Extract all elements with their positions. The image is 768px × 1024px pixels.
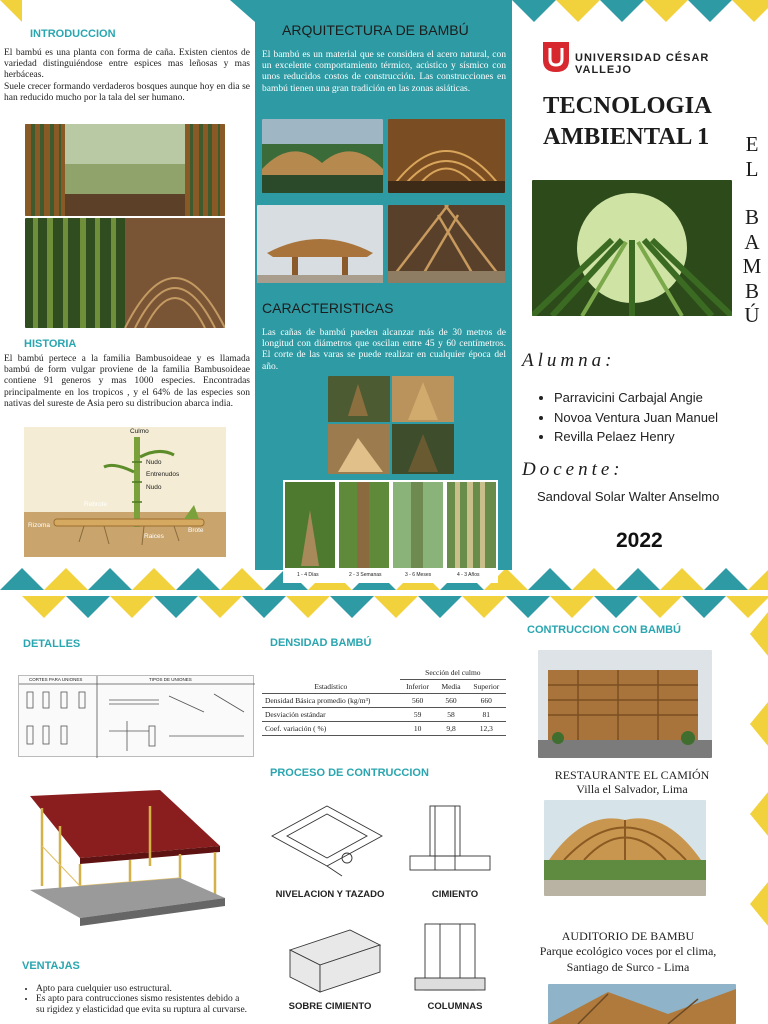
university-name: UNIVERSIDAD CÉSAR VALLEJO bbox=[575, 52, 710, 76]
table-cell: Desviación estándar bbox=[262, 708, 400, 722]
table-cell: 58 bbox=[435, 708, 466, 722]
step-label: CIMIENTO bbox=[431, 889, 479, 900]
panel-introduccion-historia bbox=[0, 22, 255, 568]
teacher-name: Sandoval Solar Walter Anselmo bbox=[537, 489, 720, 504]
table-cell: Densidad Básica promedio (kg/m³) bbox=[262, 694, 400, 708]
student-name: • Parravicini Carbajal Angie bbox=[554, 388, 768, 408]
growth-caption-4: 4 - 3 Años bbox=[457, 572, 480, 578]
step-label: COLUMNAS bbox=[427, 1001, 483, 1012]
bamboo-shoot-collage bbox=[328, 376, 454, 474]
vertical-letter bbox=[740, 181, 764, 205]
bamboo-interior-photo bbox=[25, 124, 225, 216]
ventaja-item: • Es apto para contrucciones sismo resistentes debido a su rigidez y elasticidad que evita su ruptura al curvarse. bbox=[36, 994, 250, 1015]
detalles-title: DETALLES bbox=[23, 638, 81, 650]
decorative-triangle-border-top bbox=[512, 0, 768, 22]
ventajas-title: VENTAJAS bbox=[22, 960, 80, 972]
construccion-title: CONTRUCCION CON BAMBÚ bbox=[527, 624, 681, 636]
decorative-triangle-border-right bbox=[750, 612, 768, 1024]
table-header: Estadístico bbox=[262, 680, 400, 694]
decorative-triangle-border-top-left bbox=[0, 0, 255, 22]
diagram-label-nudo: Nudo bbox=[146, 459, 162, 466]
columnas-drawing bbox=[405, 920, 495, 994]
panel-detalles bbox=[0, 620, 255, 1024]
table-cell: 12,3 bbox=[467, 722, 506, 736]
bamboo-anatomy-diagram bbox=[24, 427, 226, 557]
growth-caption-1: 1 - 4 Días bbox=[297, 572, 319, 578]
table-row bbox=[262, 694, 506, 708]
table-cell: 560 bbox=[400, 694, 436, 708]
caracteristicas-title: CARACTERISTICAS bbox=[262, 300, 394, 316]
bamboo-structure-3d-render bbox=[20, 786, 235, 931]
diagram-label-brote: Brote bbox=[188, 527, 204, 534]
sobrecimiento-drawing bbox=[280, 920, 390, 994]
course-title: TECNOLOGIA AMBIENTAL 1 bbox=[543, 92, 711, 150]
vertical-letter: M bbox=[742, 254, 762, 278]
step-label: NIVELACION Y TAZADO bbox=[275, 889, 385, 900]
joints-label-tipos: TIPOS DE UNIONES bbox=[149, 677, 192, 682]
arquitectura-title: ARQUITECTURA DE BAMBÚ bbox=[282, 22, 469, 38]
ventajas-list bbox=[22, 984, 250, 1015]
table-cell: 10 bbox=[400, 722, 436, 736]
vertical-letter: B bbox=[744, 205, 759, 229]
historia-title: HISTORIA bbox=[24, 338, 77, 350]
proceso-title: PROCESO DE CONTRUCCION bbox=[270, 767, 429, 779]
year: 2022 bbox=[616, 529, 663, 552]
densidad-table bbox=[262, 666, 506, 736]
vertical-title bbox=[740, 132, 764, 328]
vertical-letter: A bbox=[744, 229, 760, 254]
bamboo-architecture-photo-2 bbox=[388, 119, 505, 193]
bamboo-house-photo bbox=[548, 984, 736, 1024]
bamboo-architecture-photo-3 bbox=[257, 205, 383, 283]
step-label: SOBRE CIMIENTO bbox=[288, 1001, 372, 1012]
diagram-label-nudo-2: Nudo bbox=[146, 484, 162, 491]
diagram-label-culmo: Culmo bbox=[130, 428, 149, 435]
table-cell: 81 bbox=[467, 708, 506, 722]
bamboo-forest-cover-photo bbox=[532, 180, 732, 316]
panel-construccion bbox=[512, 620, 768, 1024]
vertical-letter: L bbox=[745, 156, 759, 181]
vertical-letter: Ú bbox=[744, 303, 760, 327]
growth-caption-3: 3 - 6 Meses bbox=[405, 572, 432, 578]
panel-arquitectura bbox=[255, 0, 512, 578]
table-cell: 660 bbox=[467, 694, 506, 708]
student-name: • Revilla Pelaez Henry bbox=[554, 427, 768, 447]
table-header: Inferior bbox=[400, 680, 436, 694]
joints-label-cortes: CORTES PARA UNIONES bbox=[29, 677, 83, 682]
table-row bbox=[262, 708, 506, 722]
growth-caption-2: 2 - 3 Semanas bbox=[349, 572, 382, 578]
docente-label: Docente: bbox=[522, 459, 624, 480]
caption-auditorio-location: Parque ecológico voces por el clima, Santiago de Surco - Lima bbox=[539, 944, 717, 975]
bamboo-growth-strip bbox=[283, 480, 498, 583]
joints-diagram bbox=[18, 675, 254, 757]
auditorio-photo bbox=[544, 800, 706, 896]
alumna-label: Alumna: bbox=[522, 350, 616, 371]
table-header: Media bbox=[435, 680, 466, 694]
nivelacion-drawing bbox=[267, 796, 387, 878]
restaurante-photo bbox=[538, 650, 712, 758]
bamboo-architecture-photo-1 bbox=[262, 119, 383, 193]
table-cell: 9,8 bbox=[435, 722, 466, 736]
caption-restaurante-title: RESTAURANTE EL CAMIÓN bbox=[554, 768, 710, 782]
student-name: • Novoa Ventura Juan Manuel bbox=[554, 408, 768, 428]
diagram-label-entrenudos: Entrenudos bbox=[146, 471, 180, 478]
arquitectura-text: El bambú es un material que se considera el acero natural, con un excelente comportamiento térmico, acústico y sísmico con unos reducidos costos de construcción. Las construcciones en bambú tienen una gran tradición en las zonas asiáticas. bbox=[262, 50, 506, 94]
ventaja-item: • Apto para cuelquier uso estructural. bbox=[36, 984, 250, 994]
bamboo-architecture-photo-4 bbox=[388, 205, 505, 283]
table-cell: 59 bbox=[400, 708, 436, 722]
ucv-logo bbox=[543, 42, 569, 72]
cimiento-drawing bbox=[400, 796, 500, 878]
intro-title: INTRODUCCION bbox=[30, 28, 116, 40]
panel-cover bbox=[512, 22, 768, 570]
caracteristicas-text: Las cañas de bambú pueden alcanzar más de 30 metros de longitud con diámetros que oscilan entre 45 y 60 centímetros. El corte de las varas se puede realizar en cualquier época del año. bbox=[262, 328, 506, 372]
table-cell: 560 bbox=[435, 694, 466, 708]
table-cell: Coef. variación ( %) bbox=[262, 722, 400, 736]
panel-densidad-proceso bbox=[255, 620, 512, 1024]
densidad-title: DENSIDAD BAMBÚ bbox=[270, 637, 372, 649]
historia-text: El bambú pertece a la familia Bambusoideae y es llamada bambú de form vulgar proviene de la familia Bambusoideae contiene 91 generos y mas 1000 especies. Encontradas principalmente en los tropicos , y el 64% de las especies son nativas del sureste de Asia pero su distribucion abarca india. bbox=[4, 354, 250, 409]
diagram-label-rizoma: Rizoma bbox=[28, 522, 51, 529]
diagram-label-raices: Raices bbox=[144, 533, 164, 540]
vertical-letter: B bbox=[744, 278, 759, 303]
caption-auditorio-title: AUDITORIO DE BAMBU bbox=[561, 929, 695, 943]
table-group-header: Sección del culmo bbox=[400, 666, 506, 680]
vertical-letter: E bbox=[745, 132, 759, 156]
students-list bbox=[538, 388, 768, 447]
diagram-label-rebrote: Rebrote bbox=[84, 501, 108, 508]
table-header: Superior bbox=[467, 680, 506, 694]
intro-text: El bambú es una planta con forma de caña. Existen cientos de variedad distinguiéndose entre espices mas leñosas y mas herbáceas. Suele crecer formando verdaderos bosques aunque hoy en dia se han reducido mucho por la tala del ser humano. bbox=[4, 48, 250, 103]
caption-restaurante-location: Villa el Salvador, Lima bbox=[576, 782, 688, 796]
table-row bbox=[262, 722, 506, 736]
bamboo-forest-photo bbox=[25, 218, 225, 328]
